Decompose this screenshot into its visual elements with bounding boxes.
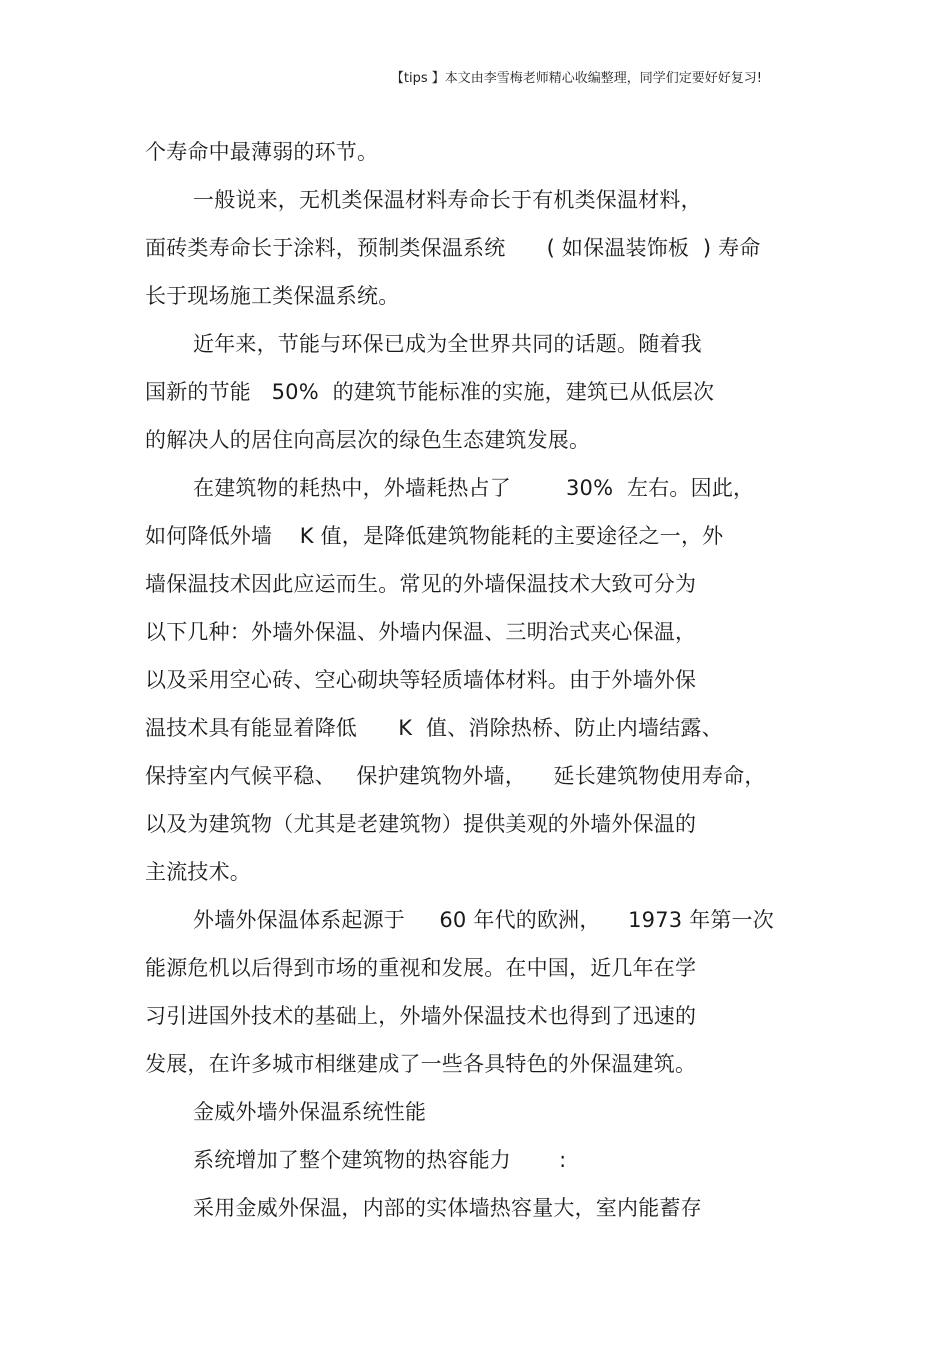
document-body	[145, 128, 825, 1232]
text-line: 金威外墙外保温系统性能	[193, 1100, 427, 1124]
text-line: 以及采用空心砖、空心砌块等轻质墙体材料。由于外墙外保	[145, 668, 697, 692]
text-line: 一般说来，无机类保温材料寿命长于有机类保温材料，	[193, 188, 702, 212]
text-line: 墙保温技术因此应运而生。常见的外墙保温技术大致可分为	[145, 572, 697, 596]
text-line: 个寿命中最薄弱的环节。	[145, 140, 379, 164]
text-line: 以下几种：外墙外保温、外墙内保温、三明治式夹心保温，	[145, 620, 697, 644]
text-line: 在建筑物的耗热中，外墙耗热占了 30% 左右。因此，	[193, 476, 755, 500]
text-line: 发展，在许多城市相继建成了一些各具特色的外保温建筑。	[145, 1052, 697, 1076]
text-line: 面砖类寿命长于涂料，预制类保温系统 ( 如保温装饰板 ) 寿命	[145, 236, 761, 260]
text-line: 以及为建筑物（尤其是老建筑物）提供美观的外墙外保温的	[145, 812, 697, 836]
text-line: 保持室内气候平稳、 保护建筑物外墙， 延长建筑物使用寿命，	[145, 764, 766, 788]
header-tip: 【tips 】本文由李雪梅老师精心收编整理，同学们定要好好复习!	[390, 71, 762, 86]
text-line: 国新的节能 50% 的建筑节能标准的实施，建筑已从低层次	[145, 380, 715, 404]
text-line: 长于现场施工类保温系统。	[145, 284, 400, 308]
text-line: 温技术具有能显着降低 K 值、消除热桥、防止内墙结露、	[145, 716, 723, 740]
text-line: 的解决人的居住向高层次的绿色生态建筑发展。	[145, 428, 591, 452]
text-line: 习引进国外技术的基础上，外墙外保温技术也得到了迅速的	[145, 1004, 697, 1028]
text-line: 外墙外保温体系起源于 60 年代的欧洲， 1973 年第一次	[193, 908, 774, 932]
text-line: 近年来，节能与环保已成为全世界共同的话题。随着我	[193, 332, 702, 356]
text-line: 系统增加了整个建筑物的热容能力 :	[193, 1148, 567, 1172]
text-line: 能源危机以后得到市场的重视和发展。在中国，近几年在学	[145, 956, 697, 980]
text-line: 采用金威外保温，内部的实体墙热容量大，室内能蓄存	[193, 1196, 702, 1220]
text-line: 如何降低外墙 K 值，是降低建筑物能耗的主要途径之一，外	[145, 524, 724, 548]
text-line: 主流技术。	[145, 860, 251, 884]
